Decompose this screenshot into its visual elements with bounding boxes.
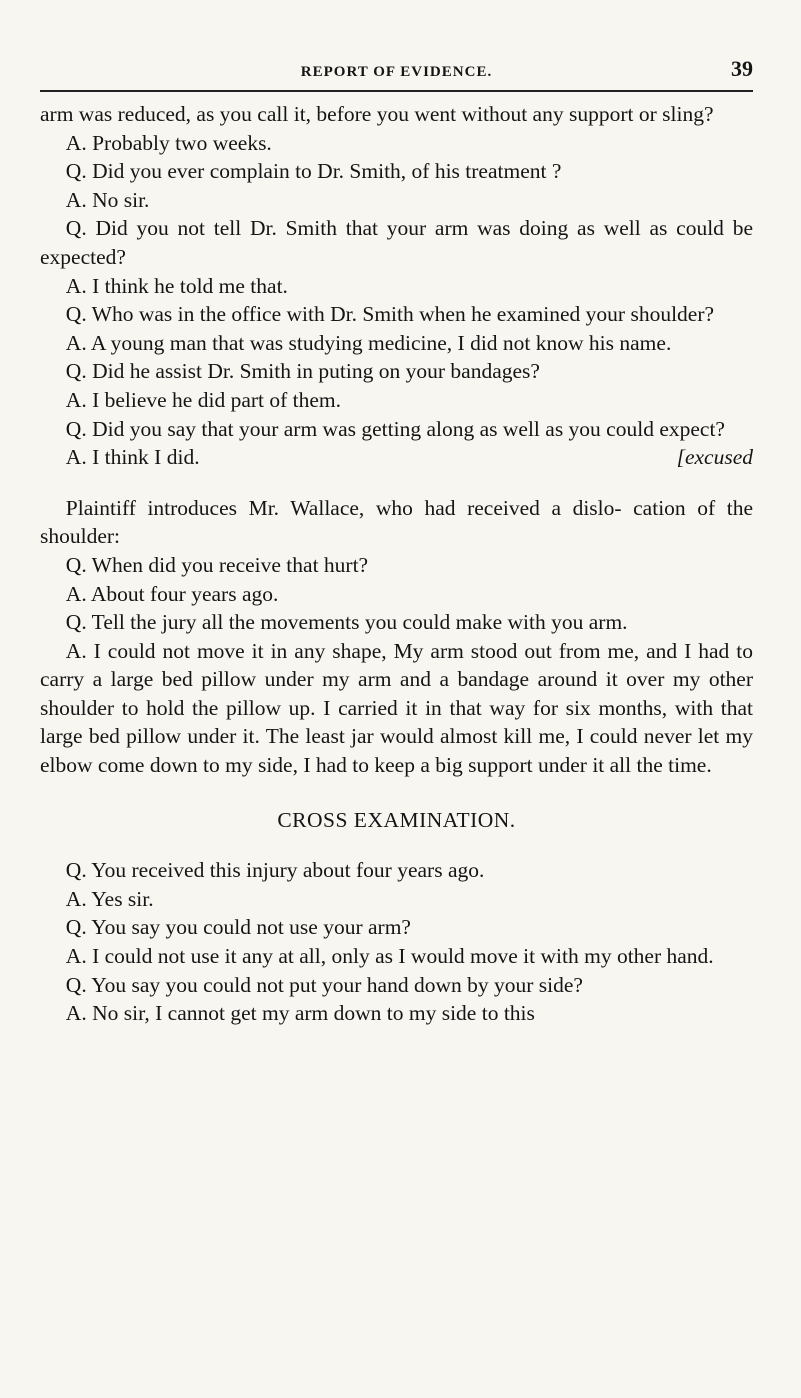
answer-with-note [40,443,753,472]
question: Q. You received this injury about four years ago. [65,858,485,883]
section-gap [40,780,753,806]
page-body [40,100,753,1028]
question: Q. Did you say that your arm was getting along as well as you could expect? [65,416,725,441]
answer: A. Yes sir. [65,886,154,911]
running-head: REPORT OF EVIDENCE. [300,64,493,80]
question: Q. Did you not tell Dr. Smith that your arm was doing as well as could be expected? [40,216,753,269]
answer: A. I think he told me that. [65,273,288,298]
question: Q. Who was in the office with Dr. Smith when he examined your shoulder? [65,302,715,327]
section-heading: CROSS EXAMINATION. [277,807,516,832]
header-rule [40,90,753,92]
question: Q. You say you could not use your arm? [65,915,411,940]
answer: A. I could not move it in any shape, My arm stood out from me, and I had to carry a large bed pillow under my arm and a bandage around it over my other shoulder to hold the pillow up. I carried it in that way for six months, with that large bed pillow under it. The least jar would almost kill me, I could never let my elbow come down to my side, I had to keep a big support under it all the time. [40,638,753,778]
question: Q. Did you ever complain to Dr. Smith, of his treatment ? [65,159,562,184]
answer: A. Probably two weeks. [65,130,272,155]
page-header [40,54,753,90]
answer: A. I believe he did part of them. [65,387,342,412]
answer: A. About four years ago. [65,581,279,606]
answer: A. I could not use it any at all, only as I would move it with my other hand. [65,944,714,969]
paragraph-continuation: arm was reduced, as you call it, before you went without any support or sling? [40,102,714,126]
answer: A. No sir. [65,187,150,212]
page-number: 39 [731,56,753,81]
question: Q. Tell the jury all the movements you could make with you arm. [65,610,628,635]
witness-intro: Plaintiff introduces Mr. Wallace, who had received a dislo- cation of the shoulder: [40,495,753,549]
answer: A. I think I did. [65,445,200,470]
answer: A. No sir, I cannot get my arm down to my side to this [65,1001,535,1026]
answer: A. A young man that was studying medicine, I did not know his name. [65,330,672,355]
question: Q. Did he assist Dr. Smith in puting on your bandages? [65,359,540,384]
question: Q. When did you receive that hurt? [65,552,369,577]
section-gap [40,472,753,494]
section-gap [40,834,753,856]
question: Q. You say you could not put your hand down by your side? [65,972,583,997]
excused-note: [excused [676,445,753,470]
